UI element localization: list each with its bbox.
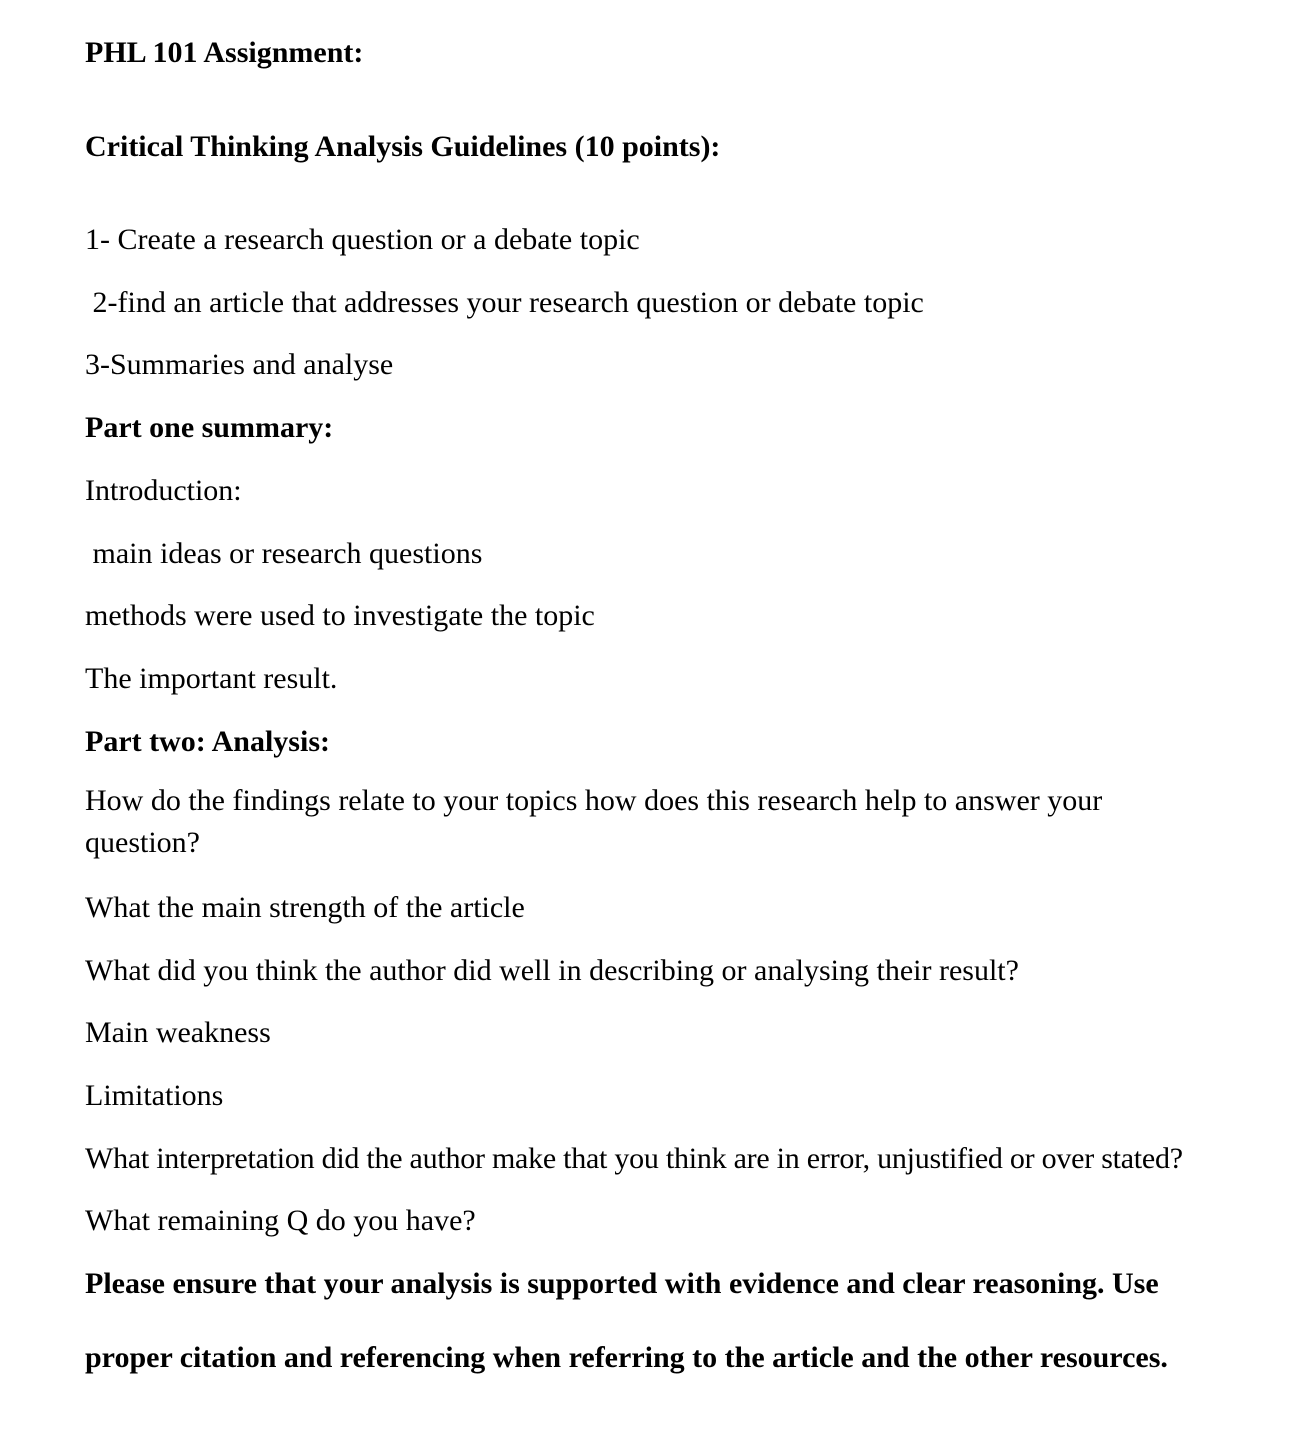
part-two-heading: Part two: Analysis: bbox=[85, 725, 330, 758]
part-one-item: main ideas or research questions bbox=[85, 537, 483, 570]
part-two-item: Limitations bbox=[85, 1079, 224, 1112]
step-item: 2-find an article that addresses your research question or debate topic bbox=[85, 286, 924, 319]
document-subtitle: Critical Thinking Analysis Guidelines (10 points): bbox=[85, 130, 721, 163]
part-two-item: What remaining Q do you have? bbox=[85, 1204, 476, 1237]
part-two-item: What the main strength of the article bbox=[85, 891, 525, 924]
part-two-item: What did you think the author did well in describing or analysing their result? bbox=[85, 954, 1019, 987]
closing-note: proper citation and referencing when referring to the article and the other resources. bbox=[85, 1341, 1168, 1374]
part-two-item: What interpretation did the author make that you think are in error, unjustified or over stated? bbox=[85, 1142, 1183, 1175]
step-item: 3-Summaries and analyse bbox=[85, 348, 394, 381]
part-one-item: methods were used to investigate the topic bbox=[85, 599, 595, 632]
closing-note: Please ensure that your analysis is supported with evidence and clear reasoning. Use bbox=[85, 1267, 1159, 1300]
step-item: 1- Create a research question or a debate topic bbox=[85, 223, 640, 256]
part-one-item: Introduction: bbox=[85, 474, 242, 507]
part-two-item: Main weakness bbox=[85, 1016, 271, 1049]
part-one-item: The important result. bbox=[85, 662, 338, 695]
part-one-heading: Part one summary: bbox=[85, 411, 334, 444]
part-two-item: How do the findings relate to your topics how does this research help to answer your question? bbox=[85, 784, 1103, 859]
document-title: PHL 101 Assignment: bbox=[85, 36, 364, 69]
